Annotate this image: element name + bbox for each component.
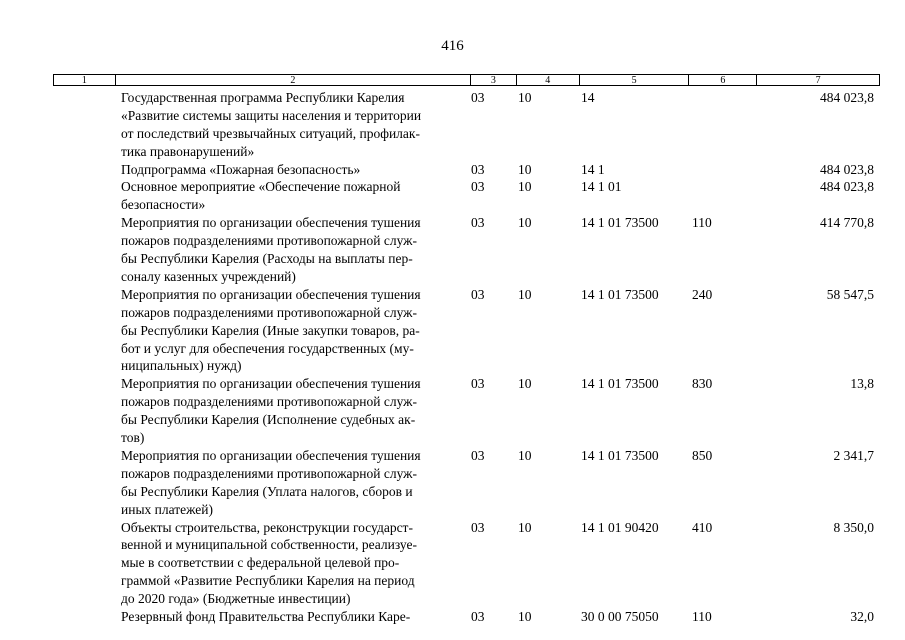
- target-article-code: 14 1 01 90420: [581, 519, 659, 535]
- description-line: пожаров подразделениями противопожарной служ-: [121, 394, 417, 410]
- description-line: мые в соответствии с федеральной целевой про-: [121, 555, 400, 571]
- target-article-code: 30 0 00 75050: [581, 609, 659, 625]
- description-line: «Развитие системы защиты населения и территории: [121, 107, 422, 123]
- section-code: 03: [471, 609, 485, 625]
- row-description: [121, 89, 466, 161]
- target-article-code: 14 1 01: [581, 179, 622, 195]
- subsection-code: 10: [518, 286, 532, 302]
- description-line: пожаров подразделениями противопожарной служ-: [121, 304, 417, 320]
- header-col-5: 5: [580, 75, 690, 85]
- description-line: тов): [121, 430, 145, 446]
- table-row: [0, 178, 905, 214]
- description-line: бы Республики Карелия (Исполнение судебных ак-: [121, 412, 416, 428]
- description-line: Мероприятия по организации обеспечения тушения: [121, 215, 421, 231]
- description-line: Основное мероприятие «Обеспечение пожарной: [121, 179, 401, 195]
- description-line: Мероприятия по организации обеспечения тушения: [121, 447, 421, 463]
- row-description: [121, 447, 466, 519]
- section-code: 03: [471, 376, 485, 392]
- description-line: бы Республики Карелия (Уплата налогов, сборов и: [121, 483, 413, 499]
- section-code: 03: [471, 90, 485, 105]
- description-line: венной и муниципальной собственности, реализуе-: [121, 537, 417, 553]
- subsection-code: 10: [518, 179, 532, 195]
- table-row: [0, 608, 905, 626]
- row-description: [121, 178, 466, 214]
- subsection-code: 10: [518, 90, 532, 105]
- table-row: [0, 519, 905, 609]
- description-line: ниципальных) нужд): [121, 358, 242, 374]
- target-article-code: 14 1: [581, 161, 605, 177]
- table-row: [0, 375, 905, 447]
- description-line: пожаров подразделениями противопожарной служ-: [121, 465, 417, 481]
- section-code: 03: [471, 286, 485, 302]
- description-line: Мероприятия по организации обеспечения тушения: [121, 376, 421, 392]
- amount: 484 023,8: [820, 161, 874, 177]
- target-article-code: 14 1 01 73500: [581, 215, 659, 231]
- section-code: 03: [471, 215, 485, 231]
- table-header-row: [53, 74, 880, 86]
- subsection-code: 10: [518, 447, 532, 463]
- description-line: граммой «Развитие Республики Карелия на период: [121, 573, 415, 589]
- expense-type-code: 850: [692, 447, 713, 463]
- expense-type-code: 110: [692, 215, 712, 231]
- header-col-2: 2: [116, 75, 471, 85]
- amount: 8 350,0: [833, 519, 874, 535]
- description-line: тика правонарушений»: [121, 143, 255, 159]
- row-description: [121, 161, 466, 179]
- amount: 32,0: [850, 609, 874, 625]
- expense-type-code: 240: [692, 286, 713, 302]
- amount: 13,8: [850, 376, 874, 392]
- description-line: бот и услуг для обеспечения государственных (му-: [121, 340, 414, 356]
- description-line: Мероприятия по организации обеспечения тушения: [121, 286, 421, 302]
- description-line: безопасности»: [121, 197, 206, 213]
- header-col-3: 3: [471, 75, 517, 85]
- subsection-code: 10: [518, 215, 532, 231]
- expense-type-code: 110: [692, 609, 712, 625]
- header-col-1: 1: [54, 75, 116, 85]
- target-article-code: 14 1 01 73500: [581, 286, 659, 302]
- table-row: [0, 286, 905, 376]
- row-description: [121, 519, 466, 608]
- row-description: [121, 375, 466, 447]
- table-row: [0, 447, 905, 519]
- amount: 58 547,5: [826, 286, 874, 302]
- row-description: [121, 214, 466, 286]
- description-line: Государственная программа Республики Карелия: [121, 90, 405, 105]
- target-article-code: 14 1 01 73500: [581, 447, 659, 463]
- description-line: Объекты строительства, реконструкции государст-: [121, 519, 413, 535]
- header-col-7: 7: [815, 75, 821, 86]
- subsection-code: 10: [518, 376, 532, 392]
- description-line: бы Республики Карелия (Расходы на выплаты пер-: [121, 251, 413, 267]
- table-row: [0, 89, 905, 161]
- section-code: 03: [471, 161, 485, 177]
- section-code: 03: [471, 179, 485, 195]
- header-col-4: 4: [517, 75, 580, 85]
- amount: 2 341,7: [833, 447, 874, 463]
- target-article-code: 14: [581, 90, 595, 105]
- subsection-code: 10: [518, 161, 532, 177]
- description-line: пожаров подразделениями противопожарной служ-: [121, 233, 417, 249]
- row-description: [121, 286, 466, 375]
- subsection-code: 10: [518, 519, 532, 535]
- amount: 414 770,8: [820, 215, 874, 231]
- description-line: от последствий чрезвычайных ситуаций, профилак-: [121, 125, 420, 141]
- row-description: [121, 608, 466, 626]
- subsection-code: 10: [518, 609, 532, 625]
- header-col-6: 6: [689, 75, 757, 85]
- expense-type-code: 410: [692, 519, 713, 535]
- section-code: 03: [471, 519, 485, 535]
- description-line: до 2020 года» (Бюджетные инвестиции): [121, 591, 351, 607]
- section-code: 03: [471, 447, 485, 463]
- amount: 484 023,8: [820, 179, 874, 195]
- amount: 484 023,8: [820, 90, 874, 105]
- expense-type-code: 830: [692, 376, 713, 392]
- description-line: соналу казенных учреждений): [121, 268, 296, 284]
- description-line: иных платежей): [121, 501, 214, 517]
- target-article-code: 14 1 01 73500: [581, 376, 659, 392]
- table-row: [0, 161, 905, 179]
- description-line: Резервный фонд Правительства Республики Каре-: [121, 609, 411, 625]
- description-line: Подпрограмма «Пожарная безопасность»: [121, 161, 361, 177]
- page-number: 416: [441, 38, 464, 54]
- table-row: [0, 214, 905, 286]
- budget-table-body: [0, 89, 905, 626]
- description-line: бы Республики Карелия (Иные закупки товаров, ра-: [121, 322, 420, 338]
